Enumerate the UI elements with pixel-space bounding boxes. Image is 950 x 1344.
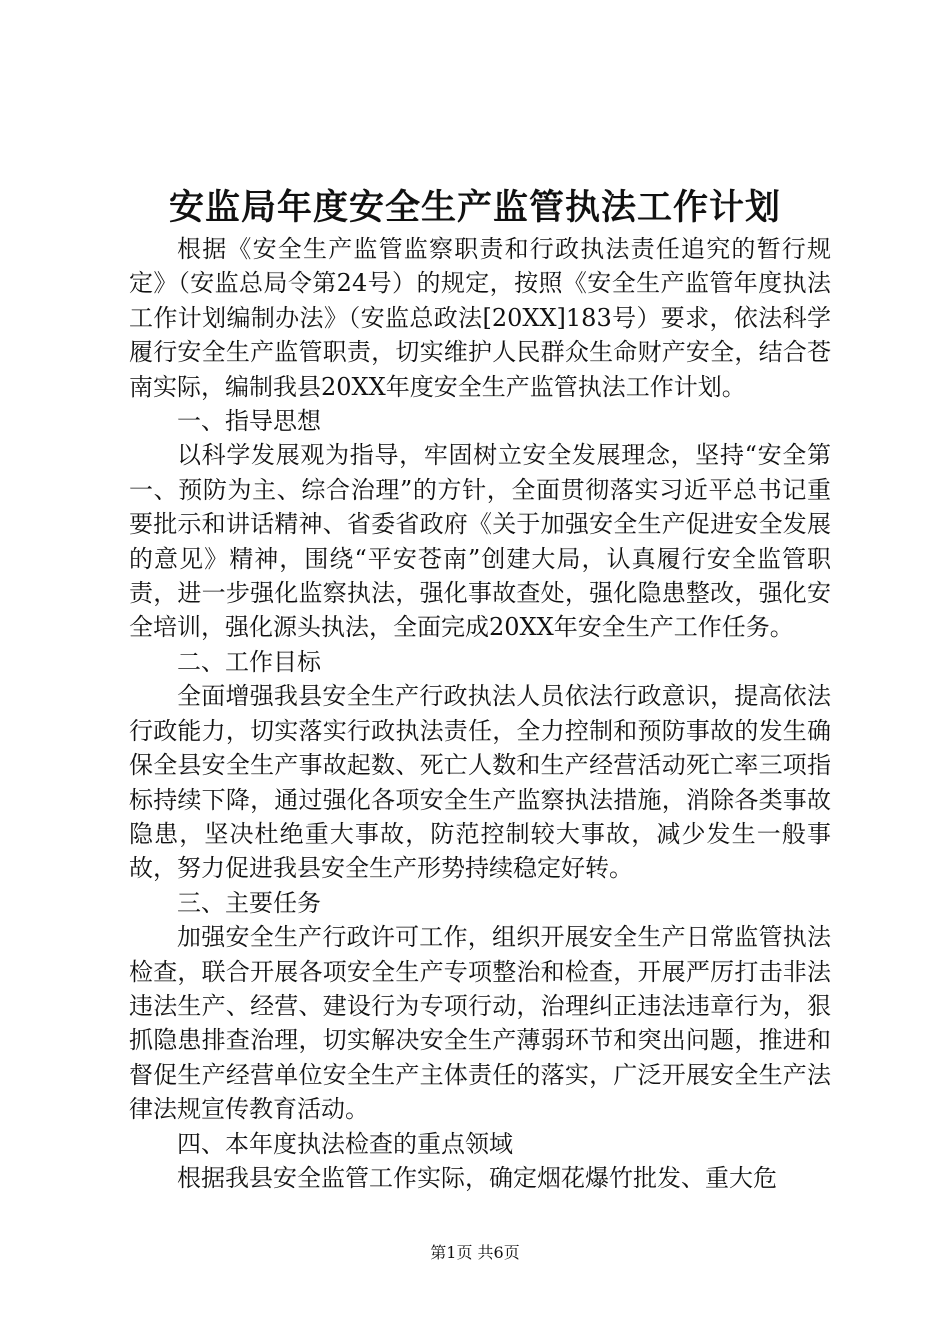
section-heading-key-areas: 四、本年度执法检查的重点领域 — [177, 1129, 513, 1158]
intro-paragraph: 根据《安全生产监管监察职责和行政执法责任追究的暂行规定》（安监总局令第24号）的规定，按照《安全生产监管年度执法工作计划编制办法》（安监总政法[20XX]183号）要求，依法科学履行安全生产监管职责，切实维护人民群众生命财产安全，结合苍南实际，编制我县20XX年度安全生产监管执法工作计划。 — [129, 235, 831, 401]
section-heading-guiding-ideology: 一、指导思想 — [177, 407, 321, 436]
document-title: 安监局年度安全生产监管执法工作计划 — [168, 187, 781, 228]
section-text-main-tasks: 加强安全生产行政许可工作，组织开展安全生产日常监管执法检查，联合开展各项安全生产专项整治和检查，开展严厉打击非法违法生产、经营、建设行为专项行动，治理纠正违法违章行为，狠抓隐患排查治理，切实解决安全生产薄弱环节和突出问题，推进和督促生产经营单位安全生产主体责任的落实，广泛开展安全生产法律法规宣传教育活动。 — [129, 923, 831, 1124]
section-text-key-areas: 根据我县安全监管工作实际，确定烟花爆竹批发、重大危 — [177, 1163, 777, 1192]
section-text-guiding-ideology: 以科学发展观为指导，牢固树立安全发展理念，坚持“安全第一、预防为主、综合治理”的方针，全面贯彻落实习近平总书记重要批示和讲话精神、省委省政府《关于加强安全生产促进安全发展的意见》精神，围绕“平安苍南”创建大局，认真履行安全监管职责，进一步强化监察执法，强化事故查处，强化隐患整改，强化安全培训，强化源头执法，全面完成20XX年安全生产工作任务。 — [129, 441, 831, 642]
document-body — [129, 232, 831, 1195]
section-heading-main-tasks: 三、主要任务 — [177, 888, 321, 917]
section-heading-work-goals: 二、工作目标 — [177, 647, 321, 676]
section-text-work-goals: 全面增强我县安全生产行政执法人员依法行政意识，提高依法行政能力，切实落实行政执法责任，全力控制和预防事故的发生确保全县安全生产事故起数、死亡人数和生产经营活动死亡率三项指标持续下降，通过强化各项安全生产监察执法措施，消除各类事故隐患，坚决杜绝重大事故，防范控制较大事故，减少发生一般事故，努力促进我县安全生产形势持续稳定好转。 — [129, 682, 831, 883]
page-footer: 第1页 共6页 — [430, 1243, 520, 1262]
